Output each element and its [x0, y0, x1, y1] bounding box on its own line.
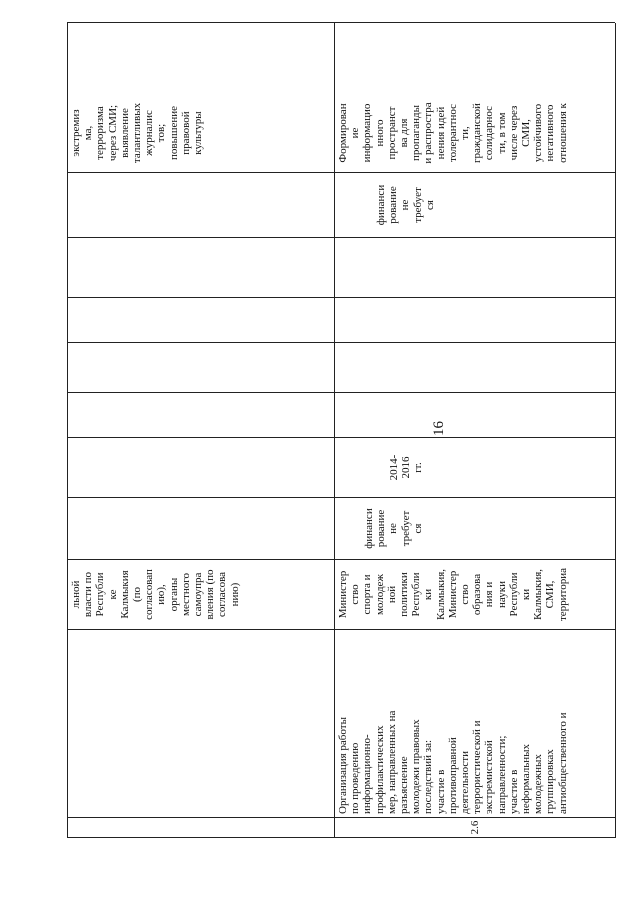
performer-line: ство — [349, 584, 362, 605]
performer-line: ния и — [483, 581, 496, 608]
column-event — [67, 630, 615, 818]
column-empty-4 — [67, 238, 615, 298]
empty-cell — [334, 343, 615, 393]
row-number: 2.6 — [468, 820, 481, 835]
performer-line: Калмыкия, — [434, 568, 447, 621]
performer-line: ство — [459, 584, 472, 605]
result-line: экстремиз — [70, 109, 82, 157]
result-line: СМИ, — [520, 119, 533, 147]
term-line: 2016 — [400, 456, 413, 479]
result-text — [337, 97, 569, 169]
empty-cell — [334, 298, 615, 343]
term-line: 2014- — [388, 454, 400, 481]
result-line: ти, — [459, 126, 472, 140]
result-line: ма, — [82, 125, 95, 141]
empty-cell — [334, 393, 615, 438]
upper-financing-1-cell — [67, 498, 334, 560]
financing-line: финанси — [375, 184, 387, 226]
performer-line: согласова — [216, 571, 229, 618]
result-line: журналис — [143, 110, 156, 156]
result-line: информацио — [361, 103, 374, 163]
result-line: отношения к — [556, 103, 569, 163]
performer-line: (по — [131, 586, 144, 603]
term-cell — [334, 438, 615, 498]
table-sheet — [67, 23, 615, 838]
upper-empty-cell — [67, 393, 334, 438]
event-line: Организация работы — [337, 717, 349, 814]
financing-line: требует — [411, 187, 424, 223]
performer-line: спорта и — [361, 574, 374, 615]
page-number: 16 — [431, 421, 447, 436]
upper-event-cell — [67, 630, 334, 818]
event-line: деятельности — [459, 751, 472, 814]
performer-line: местного — [179, 573, 192, 616]
upper-term-cell — [67, 438, 334, 498]
performer-line: науки — [495, 581, 508, 608]
column-term — [67, 438, 615, 498]
performer-line: Калмыкия, — [532, 568, 545, 621]
upper-empty-cell — [67, 343, 334, 393]
result-line: Формирован — [337, 103, 349, 163]
event-line: разъяснение — [398, 756, 411, 814]
row-divider — [334, 23, 335, 838]
upper-number-cell — [67, 818, 334, 838]
financing-line: финанси — [363, 508, 375, 549]
financing-line: рование — [387, 186, 400, 224]
upper-empty-cell — [67, 238, 334, 298]
result-line: негативного — [544, 104, 557, 162]
event-cell — [334, 630, 615, 818]
result-line: ти, в том — [495, 112, 508, 154]
result-line: культуры — [192, 111, 205, 155]
event-line: участие в — [434, 769, 447, 814]
financing-line: требует — [399, 510, 412, 547]
performer-line: ке — [106, 589, 119, 600]
column-performer — [67, 560, 615, 630]
result-line: пространст — [385, 106, 398, 160]
result-line: тов; — [155, 123, 168, 143]
table-border-right — [67, 22, 615, 23]
column-financing-2 — [67, 173, 615, 238]
event-line: молодежных — [532, 754, 545, 814]
event-line: мер, направленных на — [385, 710, 398, 814]
result-cell — [334, 23, 615, 173]
result-line: устойчивого — [532, 103, 545, 163]
event-line: террористической и — [471, 720, 484, 814]
result-line: терроризма — [94, 106, 107, 160]
upper-result-text — [70, 97, 204, 169]
result-line: правовой — [179, 111, 192, 155]
result-line: гражданской — [471, 103, 484, 163]
performer-line: нию) — [228, 582, 241, 607]
column-result — [67, 23, 615, 173]
column-empty-3 — [67, 298, 615, 343]
performer-line: органы — [167, 577, 180, 612]
performer-line: политики — [398, 572, 411, 617]
financing-line: ся — [423, 200, 436, 210]
result-line: толерантнос — [446, 104, 459, 163]
result-line: и распростра — [422, 102, 435, 164]
performer-line: образова — [471, 573, 484, 616]
event-line: профилактических — [373, 725, 386, 814]
financing-line: рование — [375, 509, 388, 548]
event-line: направленности; — [495, 735, 508, 814]
financing-line: не — [399, 199, 412, 211]
performer-line: вления (по — [204, 569, 217, 620]
term-line: гг. — [412, 462, 425, 473]
performer-line: территориа — [556, 568, 569, 622]
result-line: ие — [349, 127, 362, 139]
column-financing-1 — [67, 498, 615, 560]
performer-line: Республи — [94, 572, 107, 617]
event-line: по проведению — [349, 742, 362, 814]
performer-line: Калмыкия — [118, 570, 131, 619]
result-line: солидарнос — [483, 105, 496, 161]
result-line: повышение — [167, 106, 180, 160]
performer-line: согласовап — [143, 569, 156, 620]
upper-financing-2-cell — [67, 173, 334, 238]
event-line: антиобщественного и — [556, 712, 569, 814]
empty-cell — [334, 238, 615, 298]
column-empty-2 — [67, 343, 615, 393]
result-line: пропаганды — [410, 105, 423, 161]
event-line: противоправной — [446, 737, 459, 814]
performer-line: ию), — [155, 584, 168, 605]
event-line: группировках — [544, 749, 557, 814]
performer-line: Министер — [337, 570, 349, 619]
result-line: выявление — [118, 108, 131, 158]
result-line: нения идей — [434, 106, 447, 160]
performer-cell — [334, 560, 615, 630]
performer-line: ной — [385, 585, 398, 604]
upper-result-cell — [67, 23, 334, 173]
result-line: через СМИ; — [106, 104, 119, 162]
performer-line: власти по — [82, 571, 95, 618]
financing-2-cell — [334, 173, 615, 238]
event-line: последствий за: — [422, 739, 435, 814]
event-line: экстремистской — [483, 740, 496, 814]
performer-line: льной — [70, 580, 82, 609]
performer-line: молодеж — [373, 573, 386, 616]
performer-line: Министер — [446, 570, 459, 619]
table-border-bottom — [615, 23, 616, 838]
performer-line: самоупра — [192, 572, 205, 617]
performer-line: СМИ, — [544, 580, 557, 609]
upper-performer-cell — [67, 560, 334, 630]
event-line: участие в — [507, 769, 520, 814]
result-line: талантливых — [131, 102, 144, 164]
event-line: молодежи правовых — [410, 719, 423, 814]
event-line: неформальных — [520, 743, 533, 814]
result-line: нного — [373, 119, 386, 147]
column-number — [67, 818, 615, 838]
financing-1-cell — [334, 498, 615, 560]
financing-line: ся — [411, 523, 424, 534]
upper-empty-cell — [67, 298, 334, 343]
performer-line: ки — [520, 588, 533, 601]
performer-line: Республи — [410, 572, 423, 617]
event-line: информационно- — [361, 734, 374, 814]
number-cell — [334, 818, 615, 838]
financing-line: не — [387, 523, 400, 534]
performer-line: ки — [422, 588, 435, 601]
column-empty-1 — [67, 393, 615, 438]
result-line: ва для — [398, 118, 411, 148]
performer-line: Республи — [507, 572, 520, 617]
result-line: числе через — [507, 105, 520, 161]
